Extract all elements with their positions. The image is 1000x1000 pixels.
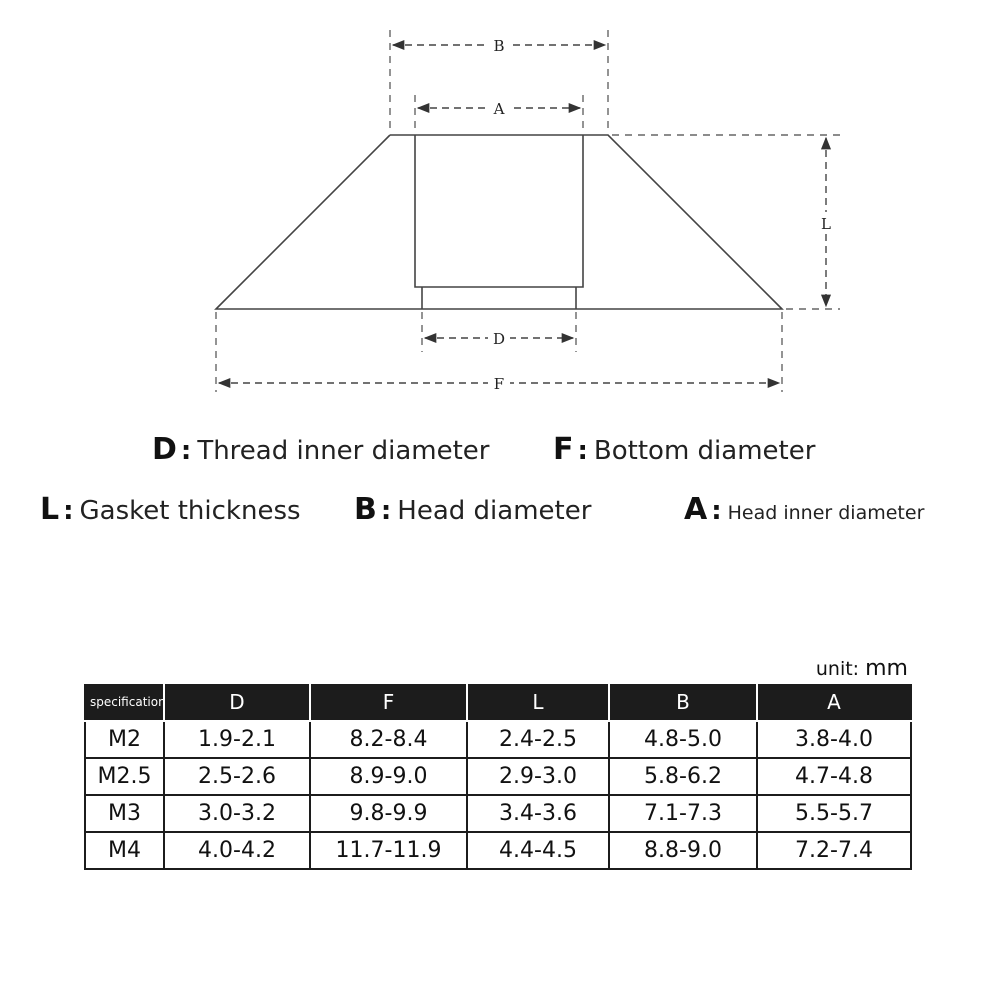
header-a: A [757,684,911,721]
cell-d: 4.0-4.2 [164,832,310,869]
cell-f: 8.9-9.0 [310,758,467,795]
dimension-d [425,328,573,348]
cell-spec: M2 [85,721,164,758]
legend-f-letter: F [553,432,574,467]
legend-l [40,492,301,527]
table-row [85,832,911,869]
legend-a-text: Head inner diameter [727,502,925,524]
cell-a: 4.7-4.8 [757,758,911,795]
legend-b [354,492,591,527]
cell-f: 8.2-8.4 [310,721,467,758]
header-b: B [609,684,757,721]
cell-d: 2.5-2.6 [164,758,310,795]
legend-d [152,432,489,467]
legend-d-text: Thread inner diameter [197,436,490,466]
label-b: B [493,37,505,55]
cell-a: 5.5-5.7 [757,795,911,832]
legend-a [684,492,924,527]
unit-label [816,656,908,681]
cell-f: 11.7-11.9 [310,832,467,869]
cell-d: 1.9-2.1 [164,721,310,758]
header-d: D [164,684,310,721]
table-row [85,721,911,758]
label-d: D [492,330,506,348]
header-specification: specification [85,684,164,721]
cell-spec: M4 [85,832,164,869]
dimension-f [219,373,779,393]
legend-b-text: Head diameter [397,496,592,526]
label-l: L [821,215,831,233]
legend-b-colon: : [380,496,392,526]
cell-spec: M2.5 [85,758,164,795]
label-a: A [493,100,505,118]
table-row [85,795,911,832]
cell-b: 5.8-6.2 [609,758,757,795]
legend-l-colon: : [63,496,74,526]
legend-a-colon: : [711,496,722,526]
legend-d-colon: : [180,436,192,466]
cell-b: 7.1-7.3 [609,795,757,832]
unit-prefix: unit: [815,658,860,680]
legend-a-letter: A [684,492,708,527]
cell-l: 2.4-2.5 [467,721,609,758]
cell-b: 8.8-9.0 [609,832,757,869]
cell-l: 3.4-3.6 [467,795,609,832]
legend-d-letter: D [152,432,177,467]
legend-f-text: Bottom diameter [593,436,816,466]
gasket-cross-section-drawing [0,0,1000,420]
cell-f: 9.8-9.9 [310,795,467,832]
cell-b: 4.8-5.0 [609,721,757,758]
table-row [85,758,911,795]
cell-l: 2.9-3.0 [467,758,609,795]
legend-l-text: Gasket thickness [79,496,301,526]
dimension-b [393,35,605,55]
legend-b-letter: B [354,492,377,527]
cell-d: 3.0-3.2 [164,795,310,832]
cell-spec: M3 [85,795,164,832]
cell-a: 7.2-7.4 [757,832,911,869]
dimension-a [418,98,580,118]
header-l: L [467,684,609,721]
cell-l: 4.4-4.5 [467,832,609,869]
cell-a: 3.8-4.0 [757,721,911,758]
label-f: F [493,375,505,393]
unit-value: mm [865,656,908,681]
header-f: F [310,684,467,721]
specification-table [84,684,912,870]
dimension-l [814,138,838,306]
legend-l-letter: L [40,492,60,527]
legend-f-colon: : [577,436,588,466]
legend-f [553,432,815,467]
table-header-row [85,684,911,721]
gasket-outline [216,135,782,309]
